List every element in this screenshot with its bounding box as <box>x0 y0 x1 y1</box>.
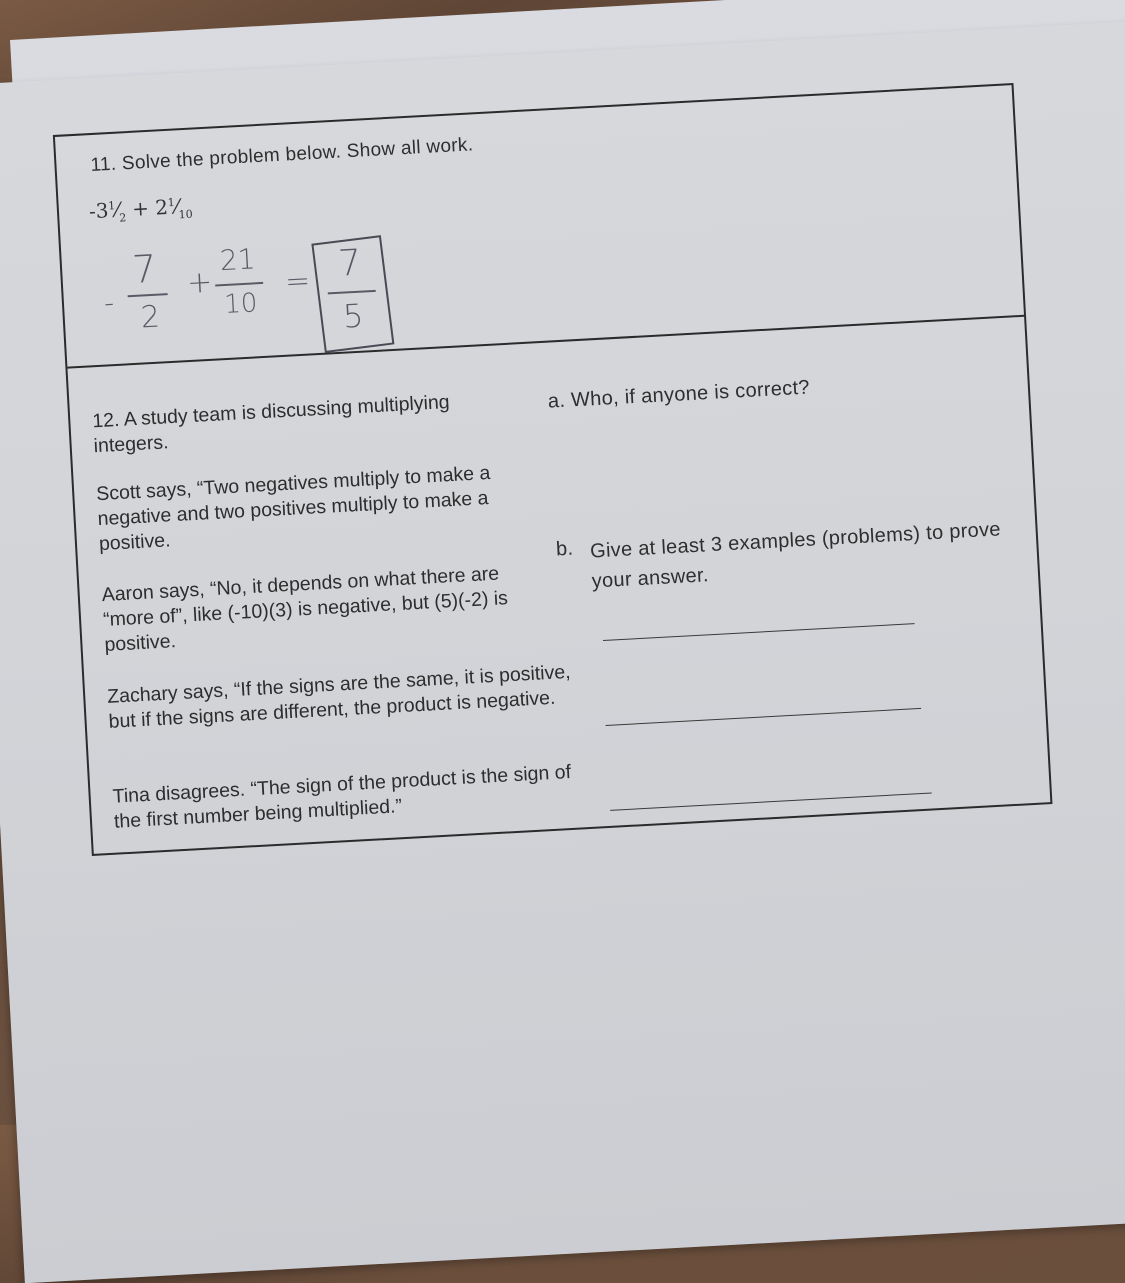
work-answer-denominator: 5 <box>342 296 365 336</box>
answer-line-3[interactable] <box>610 792 932 810</box>
worksheet-table <box>53 83 1053 856</box>
zachary-statement: Zachary says, “If the signs are the same, it is positive, but if the signs are different, the product is negative. <box>106 660 572 733</box>
work-fraction-2-denominator: 10 <box>223 288 259 321</box>
mixed-number-1-denominator: 2 <box>118 211 127 225</box>
work-fraction-2-bar <box>215 282 263 287</box>
work-equals-sign: = <box>284 263 312 300</box>
mixed-number-1-whole: -3 <box>88 198 110 224</box>
part-a-question: a. Who, if anyone is correct? <box>547 376 811 413</box>
work-answer-numerator: 7 <box>337 242 363 285</box>
part-b-question: Give at least 3 examples (problems) to prove your answer. <box>589 518 1002 593</box>
mixed-number-2-whole: 2 <box>154 194 169 220</box>
question-11-expression: $-3^1⁄_2$ + $2^1⁄_{10}$ <box>88 194 194 225</box>
mixed-number-2-numerator: 1 <box>167 195 176 210</box>
question-11-prompt: 11. Solve the problem below. Show all work. <box>89 134 474 177</box>
work-plus-sign: + <box>186 264 214 301</box>
mixed-number-2-denominator: 10 <box>178 207 194 222</box>
worksheet-paper <box>0 18 1125 1283</box>
aaron-statement: Aaron says, “No, it depends on what there are “more of”, like (-10)(3) is negative, but (5)(-2) is positive. <box>101 562 509 656</box>
work-fraction-1-bar <box>128 293 168 297</box>
part-b-label: b. <box>555 537 574 561</box>
work-fraction-1-numerator: 7 <box>131 246 158 292</box>
work-fraction-1-denominator: 2 <box>139 299 161 336</box>
work-negative-sign: - <box>103 286 115 320</box>
answer-line-1[interactable] <box>603 623 915 641</box>
scott-statement: Scott says, “Two negatives multiply to make a negative and two positives multiply to make a positive. <box>95 461 491 556</box>
question-12-cell <box>67 317 1050 854</box>
question-12-intro: 12. A study team is discussing multiplying integers. <box>91 391 451 458</box>
work-fraction-2-numerator: 21 <box>218 242 257 278</box>
tina-statement: Tina disagrees. “The sign of the product is the sign of the first number being multiplied.” <box>112 760 572 833</box>
answer-line-2[interactable] <box>606 708 922 726</box>
mixed-number-1-numerator: 1 <box>107 199 116 213</box>
expression-plus: + <box>131 195 150 221</box>
